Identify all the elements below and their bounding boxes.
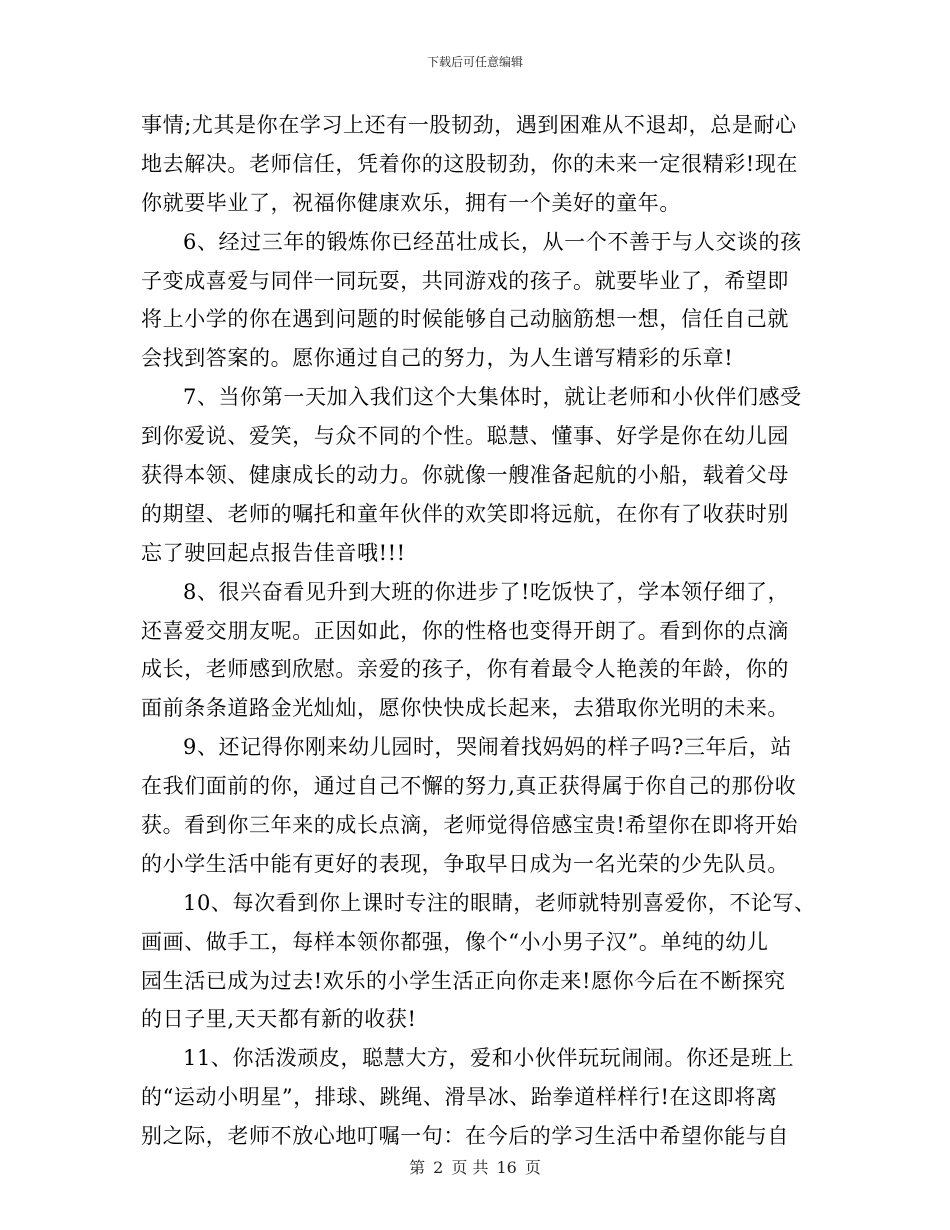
- text-line: 的“运动小明星”，排球、跳绳、滑旱冰、跆拳道样样行!在这即将离: [141, 1085, 778, 1110]
- paragraph-11-start: 11、你活泼顽皮，聪慧大方，爱和小伙伴玩玩闹闹。你还是班上: [183, 1046, 795, 1071]
- paragraph-10-start: 10、每次看到你上课时专注的眼睛，老师就特别喜爱你，不论写、: [183, 890, 816, 915]
- text-line: 的期望、老师的嘱托和童年伙伴的欢笑即将远航，在你有了收获时别: [141, 501, 789, 526]
- text-line: 获得本领、健康成长的动力。你就像一艘准备起航的小船，载着父母: [141, 463, 789, 488]
- text-line: 到你爱说、爱笑，与众不同的个性。聪慧、懂事、好学是你在幼儿园: [141, 424, 789, 449]
- text-line: 会找到答案的。愿你通过自己的努力，为人生谱写精彩的乐章!: [141, 346, 734, 371]
- text-line: 地去解决。老师信任，凭着你的这股韧劲，你的未来一定很精彩!现在: [141, 151, 799, 176]
- paragraph-9-start: 9、还记得你刚来幼儿园时，哭闹着找妈妈的样子吗?三年后，站: [183, 735, 793, 760]
- text-line: 园生活已成为过去!欢乐的小学生活正向你走来!愿你今后在不断探究: [141, 968, 786, 993]
- text-line: 别之际，老师不放心地叮嘱一句：在今后的学习生活中希望你能与自: [141, 1124, 789, 1149]
- paragraph-8-start: 8、很兴奋看见升到大班的你进步了!吃饭快了，学本领仔细了，: [183, 579, 790, 604]
- text-line: 的日子里,天天都有新的收获!: [141, 1007, 417, 1032]
- text-line: 你就要毕业了，祝福你健康欢乐，拥有一个美好的童年。: [141, 190, 681, 215]
- text-line: 事情;尤其是你在学习上还有一股韧劲，遇到困难从不退却，总是耐心: [141, 113, 797, 137]
- total-pages: 16: [496, 1158, 517, 1177]
- text-line: 子变成喜爱与同伴一同玩耍，共同游戏的孩子。就要毕业了，希望即: [141, 268, 789, 293]
- footer-mid: 页 共: [451, 1158, 489, 1177]
- text-line: 成长，老师感到欣慰。亲爱的孩子，你有着最令人艳羡的年龄，你的: [141, 657, 789, 682]
- text-line: 面前条条道路金光灿灿，愿你快快成长起来，去猎取你光明的未来。: [141, 696, 789, 721]
- paragraph-7-start: 7、当你第一天加入我们这个大集体时，就让老师和小伙伴们感受: [183, 385, 802, 410]
- current-page-number: 2: [433, 1158, 444, 1177]
- document-body: [141, 106, 816, 1156]
- text-line: 获。看到你三年来的成长点滴，老师觉得倍感宝贵!希望你在即将开始: [141, 813, 799, 838]
- text-line: 忘了驶回起点报告佳音哦!!!: [141, 540, 406, 565]
- paragraph-6-start: 6、经过三年的锻炼你已经茁壮成长，从一个不善于与人交谈的孩: [183, 229, 802, 254]
- text-line: 还喜爱交朋友呢。正因如此，你的性格也变得开朗了。看到你的点滴: [141, 618, 789, 643]
- page-footer: [0, 1155, 950, 1178]
- text-line: 在我们面前的你，通过自己不懈的努力,真正获得属于你自己的那份收: [141, 774, 797, 799]
- footer-suffix: 页: [524, 1158, 541, 1177]
- text-line: 画画、做手工，每样本领你都强，像个“小小男子汉”。单纯的幼儿: [141, 929, 769, 954]
- text-line: 将上小学的你在遇到问题的时候能够自己动脑筋想一想，信任自己就: [141, 307, 789, 332]
- page-header: 下载后可任意编辑: [426, 55, 523, 69]
- text-line: 的小学生活中能有更好的表现，争取早日成为一名光荣的少先队员。: [141, 851, 789, 876]
- footer-prefix: 第: [409, 1158, 426, 1177]
